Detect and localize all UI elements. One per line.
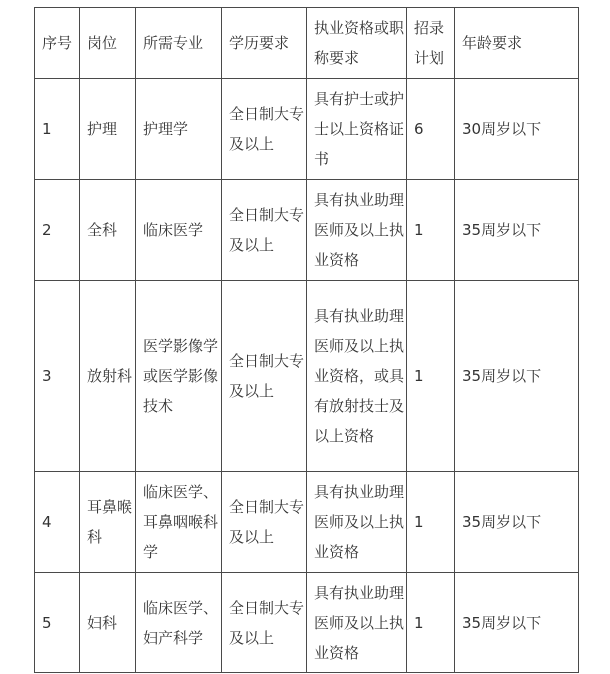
table-row [35,472,579,573]
cell-position: 耳鼻喉科 [80,472,136,573]
table-row [35,180,579,281]
cell-age: 35周岁以下 [455,472,579,573]
cell-qualification: 具有执业助理医师及以上执业资格 [307,573,407,673]
cell-position: 全科 [80,180,136,281]
cell-major: 护理学 [136,79,222,180]
cell-qualification: 具有执业助理医师及以上执业资格 [307,180,407,281]
cell-education: 全日制大专及以上 [222,281,307,472]
header-seq: 序号 [35,8,80,79]
cell-seq: 4 [35,472,80,573]
cell-quota: 1 [407,573,455,673]
cell-seq: 5 [35,573,80,673]
recruitment-table [34,7,579,673]
cell-education: 全日制大专及以上 [222,573,307,673]
table-row [35,281,579,472]
cell-education: 全日制大专及以上 [222,472,307,573]
cell-education: 全日制大专及以上 [222,180,307,281]
cell-seq: 3 [35,281,80,472]
cell-age: 35周岁以下 [455,573,579,673]
cell-major: 医学影像学或医学影像技术 [136,281,222,472]
cell-position: 妇科 [80,573,136,673]
header-row [35,8,579,79]
cell-age: 35周岁以下 [455,281,579,472]
cell-age: 30周岁以下 [455,79,579,180]
cell-education: 全日制大专及以上 [222,79,307,180]
header-qualification: 执业资格或职称要求 [307,8,407,79]
table-row [35,79,579,180]
header-quota: 招录计划 [407,8,455,79]
cell-qualification: 具有执业助理医师及以上执业资格，或具有放射技士及以上资格 [307,281,407,472]
cell-major: 临床医学 [136,180,222,281]
header-major: 所需专业 [136,8,222,79]
cell-quota: 1 [407,472,455,573]
cell-major: 临床医学、耳鼻咽喉科学 [136,472,222,573]
cell-position: 放射科 [80,281,136,472]
cell-seq: 1 [35,79,80,180]
header-position: 岗位 [80,8,136,79]
table-row [35,573,579,673]
cell-quota: 6 [407,79,455,180]
cell-qualification: 具有护士或护士以上资格证书 [307,79,407,180]
cell-position: 护理 [80,79,136,180]
cell-age: 35周岁以下 [455,180,579,281]
cell-quota: 1 [407,180,455,281]
header-education: 学历要求 [222,8,307,79]
cell-quota: 1 [407,281,455,472]
cell-seq: 2 [35,180,80,281]
header-age: 年龄要求 [455,8,579,79]
cell-major: 临床医学、妇产科学 [136,573,222,673]
cell-qualification: 具有执业助理医师及以上执业资格 [307,472,407,573]
